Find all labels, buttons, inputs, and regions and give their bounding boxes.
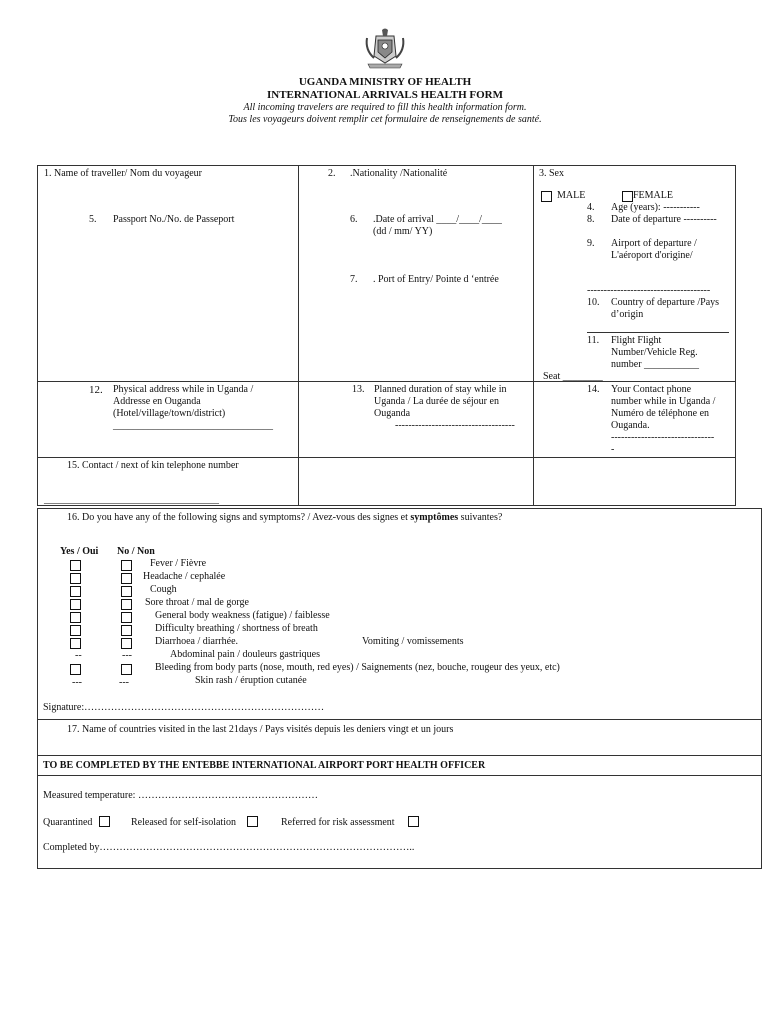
symptom-label: Cough bbox=[150, 584, 177, 595]
symptoms-question: 16. Do you have any of the following signs and symptoms? / Avez-vous des signes et symptômes suivantes? bbox=[67, 512, 503, 523]
weakness-yes-checkbox[interactable] bbox=[70, 612, 81, 623]
arrival-date-field[interactable]: .Date of arrival ____/____/____ bbox=[373, 214, 502, 225]
form-title: INTERNATIONAL ARRIVALS HEALTH FORM bbox=[266, 89, 504, 101]
sex-label: 3. Sex bbox=[539, 168, 564, 179]
country-of-departure-label[interactable]: Country of departure /Pays bbox=[611, 297, 720, 308]
released-checkbox[interactable] bbox=[247, 816, 258, 827]
passport-number-label[interactable]: Passport No./No. de Passeport bbox=[113, 214, 235, 225]
male-checkbox[interactable] bbox=[541, 191, 552, 202]
male-label: MALE bbox=[557, 190, 586, 201]
headache-yes-checkbox[interactable] bbox=[70, 573, 81, 584]
planned-duration-label[interactable]: Planned duration of stay while in bbox=[374, 384, 507, 395]
contact-phone-label[interactable]: Your Contact phone bbox=[611, 384, 692, 395]
female-label: FEMALE bbox=[633, 190, 673, 201]
signature-line[interactable]: Signature:……………………………………………………………… bbox=[43, 702, 325, 713]
age-field[interactable]: Age (years): ----------- bbox=[611, 202, 700, 213]
female-checkbox[interactable] bbox=[622, 191, 633, 202]
symptom-label: Bleeding from body parts (nose, mouth, red eyes) / Saignements (nez, bouche, rougeur des yeux, etc) bbox=[155, 662, 560, 673]
symptoms-officer-box bbox=[37, 508, 762, 869]
seat-field[interactable]: Seat ________ bbox=[543, 371, 603, 382]
sore-throat-no-checkbox[interactable] bbox=[121, 599, 132, 610]
fever-yes-checkbox[interactable] bbox=[70, 560, 81, 571]
bleeding-yes-checkbox[interactable] bbox=[70, 664, 81, 675]
next-of-kin-label[interactable]: 15. Contact / next of kin telephone number bbox=[67, 460, 239, 471]
symptom-label: General body weakness (fatigue) / faiblesse bbox=[155, 610, 330, 621]
form-title-ministry: UGANDA MINISTRY OF HEALTH bbox=[298, 76, 472, 88]
vomiting-label: Vomiting / vomissements bbox=[362, 636, 464, 647]
symptom-label: Sore throat / mal de gorge bbox=[145, 597, 249, 608]
form-subtitle-fr: Tous les voyageurs doivent remplir cet formulaire de renseignements de santé. bbox=[228, 114, 542, 125]
physical-address-label[interactable]: Physical address while in Uganda / bbox=[113, 384, 254, 395]
form-subtitle-en: All incoming travelers are required to fill this health information form. bbox=[243, 102, 527, 113]
sore-throat-yes-checkbox[interactable] bbox=[70, 599, 81, 610]
measured-temperature-field[interactable]: Measured temperature: ……………………………………………… bbox=[43, 790, 318, 801]
cough-yes-checkbox[interactable] bbox=[70, 586, 81, 597]
countries-visited-label[interactable]: 17. Name of countries visited in the last 21days / Pays visités depuis les deniers vingt et un jours bbox=[67, 724, 454, 735]
no-column-header: No / Non bbox=[117, 546, 155, 557]
diarrhoea-no-checkbox[interactable] bbox=[121, 638, 132, 649]
quarantined-checkbox[interactable] bbox=[99, 816, 110, 827]
officer-section-heading: TO BE COMPLETED BY THE ENTEBBE INTERNATIONAL AIRPORT PORT HEALTH OFFICER bbox=[43, 760, 486, 771]
breathing-no-checkbox[interactable] bbox=[121, 625, 132, 636]
completed-by-field[interactable]: Completed by………………………………………………………………………………….. bbox=[43, 842, 415, 853]
referred-checkbox[interactable] bbox=[408, 816, 419, 827]
quarantined-label: Quarantined bbox=[43, 817, 93, 828]
yes-column-header: Yes / Oui bbox=[60, 546, 99, 557]
symptom-label: Skin rash / éruption cutanée bbox=[195, 675, 307, 686]
symptom-label: Headache / cephalée bbox=[143, 571, 226, 582]
departure-airport-label: Airport of departure / bbox=[611, 238, 697, 249]
diarrhoea-yes-checkbox[interactable] bbox=[70, 638, 81, 649]
flight-number-label[interactable]: Flight Flight bbox=[611, 335, 662, 346]
arrival-date-format: (dd / mm/ YY) bbox=[373, 226, 433, 237]
fever-no-checkbox[interactable] bbox=[121, 560, 132, 571]
symptom-label: Fever / Fièvre bbox=[150, 558, 207, 569]
port-of-entry-label[interactable]: . Port of Entry/ Pointe d ‘entrée bbox=[373, 274, 499, 285]
coat-of-arms-emblem bbox=[362, 28, 408, 70]
cough-no-checkbox[interactable] bbox=[121, 586, 132, 597]
bleeding-no-checkbox[interactable] bbox=[121, 664, 132, 675]
departure-airport-line[interactable]: ------------------------------------- bbox=[587, 285, 711, 296]
referred-label: Referred for risk assessment bbox=[281, 817, 395, 828]
released-label: Released for self-isolation bbox=[131, 817, 236, 828]
symptom-label: Diarrhoea / diarrhée. bbox=[155, 636, 239, 647]
weakness-no-checkbox[interactable] bbox=[121, 612, 132, 623]
nationality-label[interactable]: .Nationality /Nationalité bbox=[350, 168, 448, 179]
departure-date-field[interactable]: Date of departure ---------- bbox=[611, 214, 717, 225]
headache-no-checkbox[interactable] bbox=[121, 573, 132, 584]
breathing-yes-checkbox[interactable] bbox=[70, 625, 81, 636]
symptom-label: Difficulty breathing / shortness of breath bbox=[155, 623, 318, 634]
traveller-name-label[interactable]: 1. Name of traveller/ Nom du voyageur bbox=[44, 168, 203, 179]
symptom-label: Abdominal pain / douleurs gastriques bbox=[170, 649, 320, 660]
